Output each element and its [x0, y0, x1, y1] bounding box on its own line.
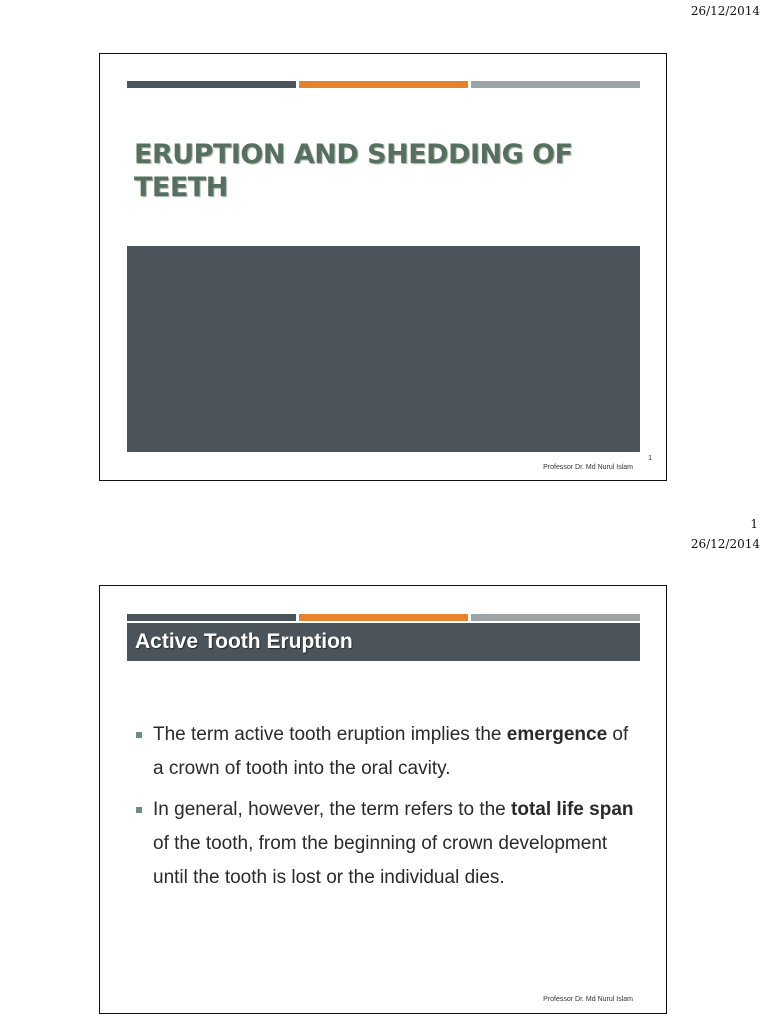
bullet-list — [134, 718, 634, 902]
slide-footer: Professor Dr. Md Nurul Islam — [543, 996, 633, 1003]
slide-title — [99, 53, 667, 481]
slide-footer: Professor Dr. Md Nurul Islam — [543, 464, 633, 471]
bullet-text-bold: emergence — [506, 724, 608, 745]
accent-bar-orange — [299, 614, 468, 621]
bullet-item — [134, 793, 634, 895]
accent-bar-gray — [471, 614, 640, 621]
slide-heading: Active Tooth Eruption — [135, 630, 353, 653]
bullet-text-normal: In general, however, the term refers to the — [153, 799, 512, 820]
bullet-square-icon — [136, 732, 142, 738]
title-image-panel — [127, 246, 640, 452]
bullet-text-normal: The term active tooth eruption implies the — [153, 724, 507, 745]
accent-bar-dark — [127, 614, 296, 621]
page-number: 1 — [750, 517, 758, 531]
accent-bar-gray — [471, 81, 640, 88]
accent-bar-dark — [127, 81, 296, 88]
accent-bar-orange — [299, 81, 468, 88]
presentation-title: ERUPTION AND SHEDDING OF TEETH — [134, 139, 573, 203]
bullet-item — [134, 718, 634, 786]
page-date: 26/12/2014 — [690, 4, 760, 18]
slide-heading-band — [127, 623, 640, 661]
slide-number: 1 — [648, 455, 652, 462]
slide-content — [99, 585, 667, 1014]
bullet-text-normal: of the tooth, from the beginning of crown development until the tooth is lost or the individual dies. — [153, 833, 608, 888]
bullet-text-bold: total life span — [511, 799, 634, 820]
bullet-text-normal: of a crown of tooth into the oral cavity. — [153, 724, 629, 779]
accent-color-bars — [127, 614, 640, 621]
page-date: 26/12/2014 — [690, 537, 760, 551]
accent-color-bars — [127, 81, 640, 88]
bullet-square-icon — [136, 807, 142, 813]
